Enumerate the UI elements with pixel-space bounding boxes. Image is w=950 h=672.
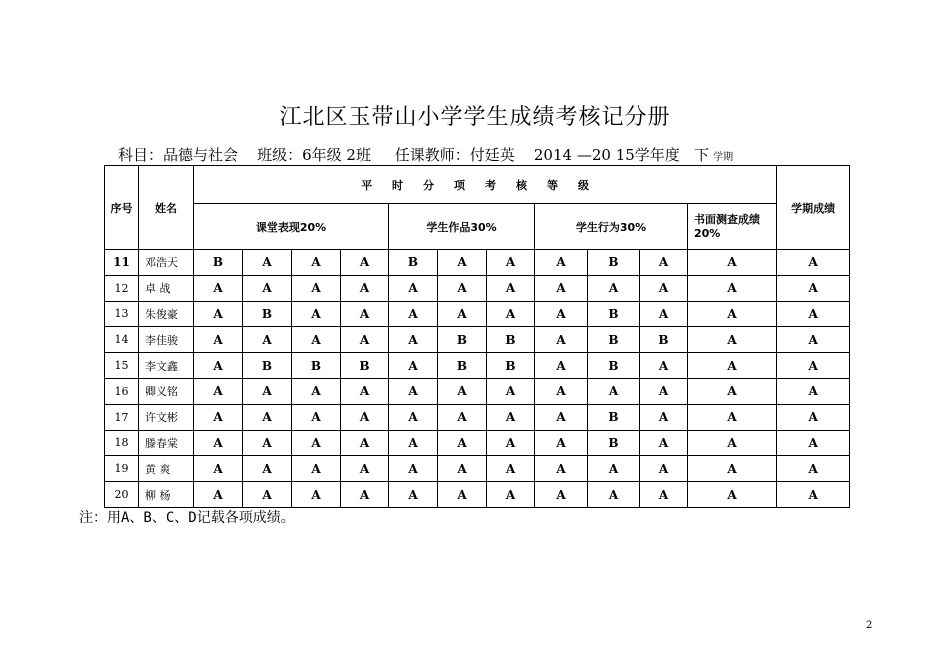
grade-cell: B [194,250,243,276]
student-name: 李文鑫 [139,353,194,379]
grade-cell: A [688,353,777,379]
term-suffix: 学期 [713,152,734,163]
grade-cell: A [640,456,688,482]
grade-cell: A [688,482,777,508]
written-test-header: 书面测查成绩20% [688,204,777,250]
header-row-1 [105,166,850,204]
homework-header: 学生作品30% [389,204,535,250]
header-row-2 [105,204,850,250]
grade-cell: A [588,482,640,508]
grade-cell: A [194,275,243,301]
grade-cell: A [243,456,292,482]
grade-cell: A [243,275,292,301]
student-name: 朱俊豪 [139,301,194,327]
table-row [105,327,850,353]
grade-cell: B [487,327,535,353]
grade-cell: A [640,482,688,508]
term-grade-cell: A [777,404,850,430]
grade-cell: A [535,456,588,482]
grade-cell: A [341,482,389,508]
student-name: 滕春棠 [139,430,194,456]
grade-cell: B [640,327,688,353]
grade-cell: B [588,353,640,379]
grade-cell: A [341,404,389,430]
grade-cell: A [438,378,487,404]
student-name: 卿义铭 [139,378,194,404]
table-row [105,456,850,482]
grade-cell: B [588,250,640,276]
grade-cell: A [535,482,588,508]
grade-cell: A [688,275,777,301]
grade-cell: A [292,482,341,508]
grade-cell: A [292,430,341,456]
grade-cell: A [535,327,588,353]
grade-cell: A [640,301,688,327]
regular-assessment-header: 平时分项考核等级 [194,166,777,204]
grade-cell: A [535,250,588,276]
grade-cell: A [487,430,535,456]
grade-cell: A [389,456,438,482]
term-grade-cell: A [777,482,850,508]
grade-cell: A [389,404,438,430]
grade-cell: A [640,404,688,430]
grade-cell: B [341,353,389,379]
grade-cell: A [194,378,243,404]
table-row [105,378,850,404]
grade-cell: A [194,456,243,482]
term-grade-cell: A [777,275,850,301]
grade-cell: A [292,275,341,301]
row-seq: 13 [105,301,139,327]
name-header: 姓名 [139,166,194,250]
student-name: 邓浩天 [139,250,194,276]
grade-cell: A [341,275,389,301]
grade-cell: A [194,301,243,327]
grade-cell: A [341,327,389,353]
grade-cell: A [194,430,243,456]
grade-cell: A [389,301,438,327]
grade-cell: A [438,430,487,456]
student-name: 许文彬 [139,404,194,430]
grade-cell: A [588,456,640,482]
grade-cell: A [535,404,588,430]
grade-cell: A [688,456,777,482]
grade-cell: A [389,378,438,404]
grade-cell: A [688,301,777,327]
grade-cell: A [487,404,535,430]
grade-table [104,165,850,508]
student-name: 黄 爽 [139,456,194,482]
term-grade-cell: A [777,378,850,404]
grade-cell: A [243,430,292,456]
grade-cell: A [640,250,688,276]
grade-cell: B [588,327,640,353]
table-row [105,275,850,301]
student-name: 李佳骏 [139,327,194,353]
grade-cell: A [688,404,777,430]
grade-cell: A [438,275,487,301]
grade-cell: B [243,301,292,327]
grade-cell: A [194,404,243,430]
grade-cell: A [438,482,487,508]
term-grade-cell: A [777,301,850,327]
grade-cell: A [688,378,777,404]
grade-cell: A [292,456,341,482]
term-grade-cell: A [777,327,850,353]
grade-cell: A [194,353,243,379]
grade-cell: A [588,275,640,301]
grade-cell: A [389,275,438,301]
grade-cell: A [688,430,777,456]
footnote: 注：用A、B、C、D记载各项成绩。 [79,510,295,526]
row-seq: 14 [105,327,139,353]
grade-cell: A [292,378,341,404]
grade-cell: A [389,482,438,508]
subject-label: 科目：品德与社会 [118,146,239,164]
grade-cell: A [292,404,341,430]
grade-cell: A [438,404,487,430]
row-seq: 11 [105,250,139,276]
grade-cell: A [640,353,688,379]
row-seq: 18 [105,430,139,456]
grade-cell: A [535,301,588,327]
grade-cell: A [194,327,243,353]
row-seq: 15 [105,353,139,379]
grade-cell: B [588,430,640,456]
table-row [105,301,850,327]
grade-cell: B [389,250,438,276]
grade-table-body [105,250,850,508]
grade-cell: A [389,327,438,353]
grade-cell: A [487,378,535,404]
grade-cell: A [243,482,292,508]
grade-cell: A [292,327,341,353]
grade-cell: B [588,301,640,327]
subtitle-line [118,144,733,165]
table-row [105,404,850,430]
grade-cell: A [588,378,640,404]
grade-cell: B [438,327,487,353]
term-grade-cell: A [777,456,850,482]
grade-cell: B [588,404,640,430]
grade-cell: A [487,482,535,508]
grade-cell: A [535,378,588,404]
term-label: 下 [694,146,710,164]
teacher-label: 任课教师：付廷英 [394,146,515,164]
row-seq: 20 [105,482,139,508]
table-row [105,430,850,456]
grade-cell: A [389,353,438,379]
grade-cell: B [243,353,292,379]
grade-cell: A [487,250,535,276]
class-label: 班级：6年级 2班 [257,146,371,164]
grade-cell: A [243,250,292,276]
grade-cell: A [292,250,341,276]
classroom-header: 课堂表现20% [194,204,389,250]
row-seq: 12 [105,275,139,301]
grade-cell: A [688,327,777,353]
grade-cell: A [535,275,588,301]
student-name: 卓 战 [139,275,194,301]
row-seq: 16 [105,378,139,404]
grade-cell: A [341,301,389,327]
grade-cell: A [341,378,389,404]
grade-cell: A [688,250,777,276]
behavior-header: 学生行为30% [535,204,688,250]
page-title: 江北区玉带山小学学生成绩考核记分册 [279,105,671,130]
table-row [105,353,850,379]
grade-cell: A [438,301,487,327]
grade-cell: A [640,275,688,301]
term-grade-cell: A [777,430,850,456]
grade-cell: A [640,430,688,456]
grade-cell: A [243,378,292,404]
grade-cell: A [341,430,389,456]
seq-header: 序号 [105,166,139,250]
grade-cell: A [487,456,535,482]
grade-cell: A [243,404,292,430]
grade-cell: A [292,301,341,327]
grade-cell: A [438,250,487,276]
student-name: 柳 杨 [139,482,194,508]
grade-cell: A [535,353,588,379]
table-row [105,250,850,276]
row-seq: 19 [105,456,139,482]
table-row [105,482,850,508]
school-year-label: 2014 —20 15学年度 [533,146,680,164]
grade-cell: A [535,430,588,456]
grade-cell: A [438,456,487,482]
grade-cell: B [438,353,487,379]
grade-cell: B [487,353,535,379]
term-grade-cell: A [777,250,850,276]
grade-cell: A [487,301,535,327]
grade-cell: A [341,456,389,482]
grade-cell: A [640,378,688,404]
page-number: 2 [866,620,873,631]
grade-cell: A [341,250,389,276]
grade-cell: A [487,275,535,301]
term-grade-header: 学期成绩 [777,166,850,250]
grade-cell: A [389,430,438,456]
term-grade-cell: A [777,353,850,379]
grade-cell: A [194,482,243,508]
row-seq: 17 [105,404,139,430]
grade-cell: B [292,353,341,379]
grade-cell: A [243,327,292,353]
